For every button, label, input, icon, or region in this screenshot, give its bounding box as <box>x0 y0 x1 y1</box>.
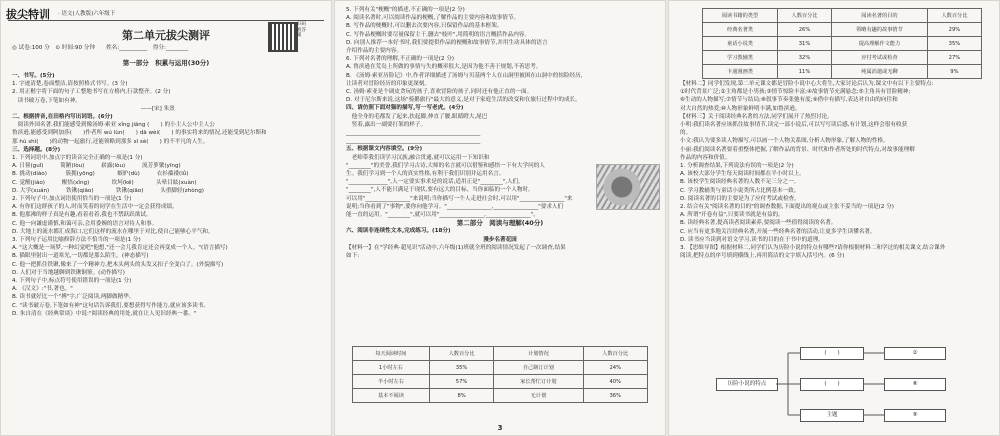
passage-line: 的。 <box>680 130 692 137</box>
option-line: B. 挑动(diào) 簇拥(yōng) 嫉妒(dù) 衣衫褴褛(lǚ) <box>12 171 189 178</box>
table-cell: 学习教辅类 <box>703 51 778 65</box>
table-row <box>353 361 648 375</box>
page3-body <box>680 80 988 260</box>
mind-map-leaf[interactable]: ⑨ <box>884 409 946 422</box>
page-left <box>0 0 332 436</box>
mind-map-root: 历险小说的特点 <box>716 378 778 391</box>
question-line: 2. 下列句子中,加点词语使用恰当的一项是(1 分) <box>12 196 132 203</box>
table-cell: 31% <box>777 37 831 51</box>
survey-table-2 <box>702 8 982 79</box>
option-line: 介绍作品的主要内容。 <box>346 48 402 55</box>
section-heading: 六、阅读非连续性文本,完成练习。(18分) <box>346 228 451 235</box>
question-line: 可以用"________________"来说明;当你描写一个人走进社会时,可以用"________________"来 <box>346 195 573 202</box>
table-row <box>353 389 648 403</box>
option-line: A. 有你们这群孩子的人,时而笑着的同学在生活中一定会获得成绩。 <box>12 204 178 211</box>
table-cell: 家长帮忙订计划 <box>494 375 583 389</box>
table-cell: 基本不阅读 <box>353 389 430 403</box>
page-title: 第二单元拔尖测评 <box>122 29 210 42</box>
section-heading: 四、请仿照下面对猫的描写,写一写老虎。(4分) <box>346 105 464 112</box>
table-cell: 40% <box>583 375 647 389</box>
divider <box>8 20 324 21</box>
survey-table-1 <box>352 346 648 403</box>
question-line: 说明;当你看到了"事物",要你向他学习。"________________,________________"要求人们 <box>346 203 564 210</box>
option-line: A. 《汉文》:"书,著也。" <box>12 286 73 293</box>
question-line: "______________",人一定要实事求是的说话,适用正是"________",人们。 <box>346 179 524 186</box>
option-line: A. 鲁滨逊在荒岛上所做的事情与失的概率很大,是因为他不善于规划,不善思考。 <box>346 64 542 71</box>
table-cell: 提高理解作文能力 <box>832 37 928 51</box>
question-line: 生。我们学习到一个人的真实性格,有利于我们识别并运用名言。 <box>346 171 505 178</box>
part-heading: 第二部分 阅读与理解(40分) <box>456 219 544 228</box>
answer-line: ________________________________________________ <box>346 138 481 145</box>
question-line: 他全身的毛都发了起来,扶起脚,伸直了腰,眼睛瞪大,尾巴 <box>346 113 488 120</box>
part-heading: 第一部分 积累与运用(30分) <box>122 59 210 67</box>
question-line: 1. 分析调查结果,下列说法有误的一项是(2 分) <box>680 163 794 170</box>
table-cell: 32% <box>777 51 831 65</box>
option-line: D. 对于尼尔斯来说,这场"骑鹅旅行"最大的意义,是对于家庭生活的改变和在旅行过程中的成长。 <box>346 97 581 104</box>
table-cell: 27% <box>927 51 981 65</box>
question-line: 1. 字迹清楚,卷面整洁,请按照格式书写。(3 分) <box>12 81 128 88</box>
table-cell: 经典名著类 <box>703 23 778 37</box>
option-line: B. 猫眼里射出一道寒光,一切都是那么陌生。(神态描写) <box>12 253 149 260</box>
table-cell: 8% <box>429 389 493 403</box>
column-header: 每天阅读时间 <box>353 347 430 361</box>
table-row <box>703 23 982 37</box>
question-line: 能一直的运用。"________",就可以用"________________,________________"。 <box>346 212 539 219</box>
option-line: D. 朱自清在《经典常谈》中说:"阅读经典的用处,就在让人见识经典一番。" <box>12 310 197 317</box>
column-header: 人数百分比 <box>583 347 647 361</box>
question-line: 阅读,把特点的序号填到横线上,再用简洁的文字填入括号内。(6 分) <box>680 253 845 260</box>
brand-subtitle: · 语文(人教版)六年级下 <box>58 11 116 17</box>
column-header: 计划情况 <box>494 347 583 361</box>
option-line: A. 阅读名著时,可以阅读作品的梗概,了解作品的主要内容和故事情节。 <box>346 15 520 22</box>
question-line: 那 hú shì( )的动物一起旅行,还能领略到那多 sī sè( ) 的不平凡的人生。 <box>12 138 209 145</box>
table-row <box>703 51 982 65</box>
question-line: 2. 用正楷字将下面的句子工整地书写在方格内,行款整齐。(2 分) <box>12 89 171 96</box>
question-line: ——[宋] 朱熹 <box>12 105 175 112</box>
question-line: 竖着,露出一副要打架的样子。 <box>346 121 427 128</box>
section-heading: 五、根据课文内容填空。(9分) <box>346 146 423 153</box>
option-line: C. 学习教辅类与童话小说类所占比例基本一致。 <box>680 187 800 194</box>
column-header: 阅读书籍的类型 <box>703 9 778 23</box>
page2-body <box>346 6 654 260</box>
option-line: B. 写作品的梗概时,可以删去次要内容,只保留作品的基本框架。 <box>346 23 503 30</box>
table-cell: 29% <box>927 23 981 37</box>
option-line: B. 《汤姆·索亚历险记》中,作者详细描述了汤姆与贝基两个人在山洞里被困在山洞中的惊险经历, <box>346 72 583 79</box>
question-line: 4. 下列句子中,标点符号使用错误的一项是(1 分) <box>12 278 132 285</box>
table-cell: 9% <box>927 65 981 79</box>
section-heading: 一、书写。(5分) <box>12 73 55 79</box>
brand-logo: 拔尖特训 <box>6 8 50 21</box>
option-line: D. 阅读名著的目的主要是为了应付考试或检查。 <box>680 195 800 202</box>
column-header: 人数百分比 <box>429 347 493 361</box>
mind-map-branch[interactable]: ( ) <box>800 378 864 391</box>
passage-line: 小明:我们读名著应该抓住故事情节,读完一部小说后,可以写写读后感,有计划,这样会很有收获 <box>680 122 908 129</box>
page1-body <box>12 72 320 318</box>
table-cell: 11% <box>777 65 831 79</box>
question-line: 鲁滨逊,能感受到阿加莎( )作者所 wú lùn( ) dā wèi( ) 的事实将来的情况,还能受到尼尔斯和 <box>12 130 267 137</box>
answer-line: ________________________________________________ <box>346 130 481 137</box>
column-header: 人数百分比 <box>927 9 981 23</box>
passage-line: ⑥生动的人物描写;⑦情节与结局;⑧叙事节奏张弛有度;⑨借中有描写,表达对自由的向往和 <box>680 97 898 104</box>
page-right <box>668 0 1000 436</box>
table-cell: 应付考试或检查 <box>832 51 928 65</box>
option-line: C. 觉醒(jiào) 醒悟(xǐng) 坎坷(kě) 头晕目眩(xuàn) <box>12 179 197 186</box>
page-middle <box>334 0 666 436</box>
option-line: D. 大学(xuán) 铁锹(qiāo) 铁锹(qiāo) 头重脚轻(zhòng) <box>12 187 204 194</box>
table-cell: 自己制订计划 <box>494 361 583 375</box>
option-line: D. 读书应当读到对语文学习,读书的目的在于书中的道理。 <box>680 236 824 243</box>
option-line: A. 日晷(guǐ) 简陋(lòu) 崭露(lòu) 流芳萝蘩(yīng) <box>12 163 181 170</box>
passage-line: 作品的内容和价值。 <box>680 154 731 161</box>
question-line: 读书破万卷,下笔如有神。 <box>12 97 81 104</box>
page-number: 3 <box>497 424 503 432</box>
table-header-row <box>353 347 648 361</box>
option-line: D. 大地上的流水都汇成海口,它们这样的流水在哪里于对比,使自己能够心平气和。 <box>12 228 214 235</box>
option-line: C. "读书破万卷,下笔如有神"这句话告诉我们,要想获得写作能力,就应该多读书。 <box>12 302 209 309</box>
table-cell: 卡通漫画类 <box>703 65 778 79</box>
passage-line: 小文:我认为要多读人物描写,可以画一个人物关系图,分析人物形象,了解人物的性格。 <box>680 138 889 145</box>
mind-map <box>716 344 986 424</box>
option-line: C. 他一把抓住铁锹,像来了一个精神力,把木头两头的头发又扣子全变白了。(外貌描写) <box>12 261 224 268</box>
table-cell: 24% <box>583 361 647 375</box>
section-heading: 二、根据拼音,在田格内写出词语。(6分) <box>12 114 113 121</box>
option-line: D. 向别人推荐一本好书时,我们要提供作品的梗概和故事情节,并用生动具体的语言 <box>346 39 548 46</box>
option-line: A. 该校大部分学生每天阅读时间都在半小时以上。 <box>680 171 805 178</box>
question-line: 2. 结合有关"阅读名著的目的"的调查数据,下面提出的观点或主张不妥当的一项是(2 分) <box>680 204 894 211</box>
table-cell: 26% <box>777 23 831 37</box>
table-cell: 57% <box>429 375 493 389</box>
question-line: 如下: <box>346 253 360 260</box>
option-line: C. 他一向谦虚谨慎,和蔼可亲,会用委婉的语言对待人和事。 <box>12 220 158 227</box>
question-line: 3. 下列句子运用比喻修辞方法不恰当的一项是(1 分) <box>12 237 141 244</box>
option-line: 让读者对冒险经历的印象更深刻。 <box>346 80 430 87</box>
cat-illustration <box>596 164 660 210</box>
option-line: B. 读书就好比一个"搏"字,广泛阅读,两脚做精华。 <box>12 294 135 301</box>
mind-map-branch: 主题 <box>800 409 864 422</box>
table-cell: 36% <box>583 389 647 403</box>
option-line: C. 汤姆·索亚是个调皮贪玩的孩子,喜欢冒险的孩子,同时还有他正直的一面。 <box>346 89 533 96</box>
option-line: D. 人们对于当地越聊到铁锹铜鉴。(动作描写) <box>12 269 125 276</box>
option-line: A. "这大概是一场梦,一种幻觉吧"他想,"还一会儿我肯定还会再变成一个人。"(语言描写) <box>12 245 228 252</box>
question-line: 老师带我们读学习汉族,融合贯通,就可以运用一下知识和 <box>346 154 490 161</box>
passage-line: 【材料二】同学们发现,第二单元课文都是冒险小说中心大将生,大家讨论后认为,课文中有以下主要特点: <box>680 81 934 87</box>
question-line: 1. 下列词语中,加点字的读音完全正确的一项是(1 分) <box>12 155 143 162</box>
question-line: 3. 【思维导图】根据材料二,同学们认为历险小说的特点有哪些?请你根据材料二和学过的相关课文,结合课外 <box>680 245 946 252</box>
option-line: B. 读经典名著,提高读者阅读素养,要阅读一些值得阅读的名著。 <box>680 220 837 227</box>
option-line: C. 写作品梗概时要尽量保留主干,删去"枝叶",用简明的语言概括作品内容。 <box>346 31 530 38</box>
table-cell: 领略有趣的故事情节 <box>832 23 928 37</box>
option-line: C. 应当有更多地关注经典名著,开展一些经典名著的活动,让更多学生读懂名著。 <box>680 228 876 235</box>
option-line: A. 所谓"开卷有益",只要读书就是有益的。 <box>680 212 784 219</box>
column-header: 人数百分比 <box>777 9 831 23</box>
table-row <box>703 37 982 51</box>
column-header: 阅读名著的目的 <box>832 9 928 23</box>
table-row <box>703 65 982 79</box>
table-cell: 半小时左右 <box>353 375 430 389</box>
table-cell: 童话小说类 <box>703 37 778 51</box>
question-line: 阅读外国名著,我们能感受到像汤姆·索亚 xǐng jiāng ( ) 的小主人公中主人公 <box>12 122 215 129</box>
table-header-row <box>703 9 982 23</box>
passage-line: 对大自然的热爱;⑩人物形象鲜明丰满,如鲁滨逊。 <box>680 105 801 112</box>
question-line: 5. 下列有关"梗概"的描述,不正确的一项是(2 分) <box>346 7 465 13</box>
mind-map-leaf[interactable]: ⑧ <box>884 378 946 391</box>
question-line: "________",人不能只满足于现状,要有远大的目标。当你面临的一个人物时, <box>346 187 530 194</box>
table-cell: 1小时左右 <box>353 361 430 375</box>
table-cell: 35% <box>429 361 493 375</box>
section-heading: 三、选择题。(8分) <box>12 146 61 153</box>
table-cell: 纯属消遣或无聊 <box>832 65 928 79</box>
mind-map-leaf[interactable]: ② <box>884 347 946 360</box>
exam-meta: ◎ 试卷:100 分 ⊙ 时间:90 分钟 姓名:__________ 得分:________ <box>12 45 189 51</box>
table-cell: 35% <box>927 37 981 51</box>
passage-line: ①时代背景广泛;②主角都是小男孩;③情节惊险丰富;④故事情节充满悬念;⑤主角具有冒险精神; <box>680 89 911 96</box>
passage-line: 小丽:我们阅读名著要着重整体把握,了解作品的背景、时代和作者所处的时代特点,对故事能理解 <box>680 146 915 153</box>
question-line: 6. 下列对名著的理解,不正确的一项是(2 分) <box>346 56 455 63</box>
mind-map-branch[interactable]: ( ) <box>800 347 864 360</box>
question-line: 【材料一】在"学经典·超见识"活动中,六年级(1)班就全班的阅读情况发起了一次调查,结果 <box>346 244 566 251</box>
qr-caption: 扫码看答案 <box>297 22 306 38</box>
option-line: B. 他那沸的样子真是有趣,看着看着,我也不禁跃跃欲试。 <box>12 212 152 219</box>
table-row <box>353 375 648 389</box>
option-line: B. 该校学生阅读经典名著的人数不足三分之一。 <box>680 179 800 186</box>
passage-title: 漫步名著花园 <box>483 236 517 243</box>
table-cell: 无计划 <box>494 389 583 403</box>
question-line: "________"的美誉,我们学习古诗,大师的名言就可以借鉴和感悟一下有大学问的人 <box>346 162 545 169</box>
passage-line: 【材料三】关于阅读经典名著的方法,同学们展开了热烈讨论。 <box>680 113 833 120</box>
